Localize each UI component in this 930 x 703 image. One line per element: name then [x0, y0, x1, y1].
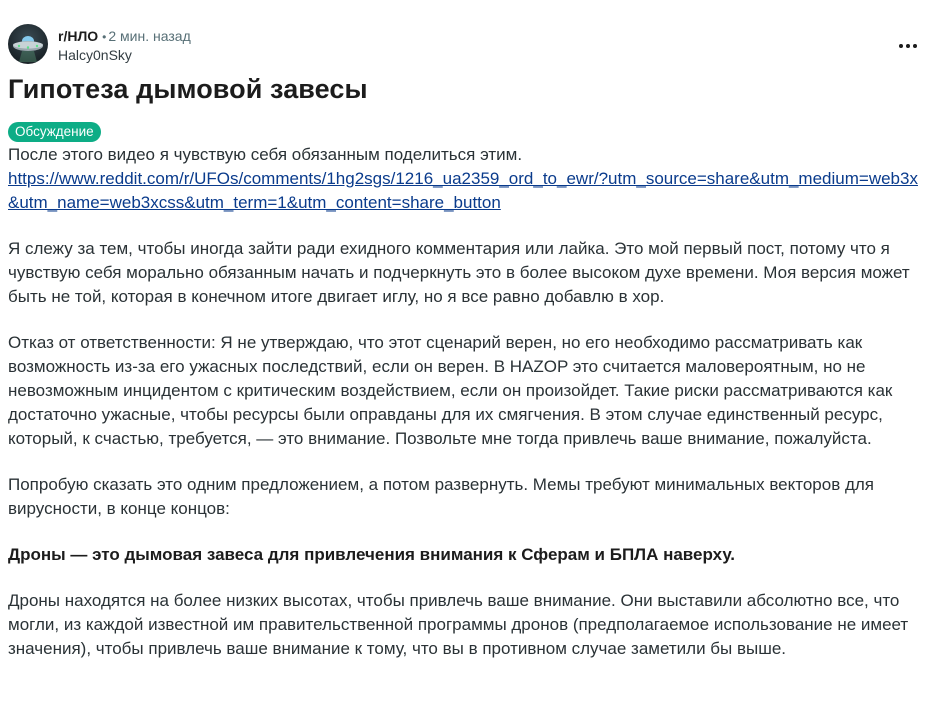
post-intro-text: После этого видео я чувствую себя обязанным поделиться этим.	[8, 145, 523, 164]
post-paragraph-1: Я слежу за тем, чтобы иногда зайти ради ехидного комментария или лайка. Это мой первый пост, потому что я чувствую себя морально обязанным начать и подчеркнуть это в более высоком духе времени. Моя версия может быть не той, которая в конечном итоге двигает иглу, но я все равно добавлю в хор.	[8, 239, 910, 306]
author-link[interactable]: Halcy0nSky	[58, 47, 132, 63]
post-intro-paragraph	[8, 143, 922, 215]
post-container	[8, 22, 922, 683]
post-meta	[58, 27, 191, 64]
post-body	[8, 143, 922, 661]
ufo-icon	[8, 24, 48, 64]
post-paragraph-3: Попробую сказать это одним предложением, а потом развернуть. Мемы требуют минимальных векторов для вирусности, в конце концов:	[8, 475, 874, 518]
post-bold-statement: Дроны — это дымовая завеса для привлечения внимания к Сферам и БПЛА наверху.	[8, 545, 735, 564]
more-options-icon	[899, 44, 903, 48]
subreddit-avatar[interactable]	[8, 24, 48, 64]
more-options-button[interactable]	[896, 34, 920, 58]
subreddit-link[interactable]: r/НЛО	[58, 28, 99, 44]
post-time: 2 мин. назад	[108, 28, 191, 44]
post-header	[8, 22, 922, 66]
meta-separator: •	[102, 30, 107, 44]
post-link[interactable]: https://www.reddit.com/r/UFOs/comments/1hg2sgs/1216_ua2359_ord_to_ewr/?utm_source=share&utm_medium=web3x&utm_name=web3xcss&utm_term=1&utm_content=share_button	[8, 169, 918, 212]
post-paragraph-2: Отказ от ответственности: Я не утверждаю, что этот сценарий верен, но его необходимо рассматривать как возможность из-за его ужасных последствий, если он верен. В HAZOP это считается маловероятным, но не невозможным инцидентом с критическим воздействием, если он произойдет. Такие риски рассматриваются как достаточно ужасные, чтобы ресурсы были оправданы для их смягчения. В этом случае единственный ресурс, который, к счастью, требуется, — это внимание. Позвольте мне тогда привлечь ваше внимание, пожалуйста.	[8, 333, 893, 448]
post-flair[interactable]: Обсуждение	[8, 122, 101, 142]
post-title[interactable]: Гипотеза дымовой завесы	[8, 74, 368, 104]
post-paragraph-4: Дроны находятся на более низких высотах, чтобы привлечь ваше внимание. Они выставили абсолютно все, что могли, из каждой известной им правительственной программы дронов (предполагаемое использование не имеет значения), чтобы привлечь ваше внимание к тому, что вы в противном случае заметили бы выше.	[8, 591, 909, 658]
